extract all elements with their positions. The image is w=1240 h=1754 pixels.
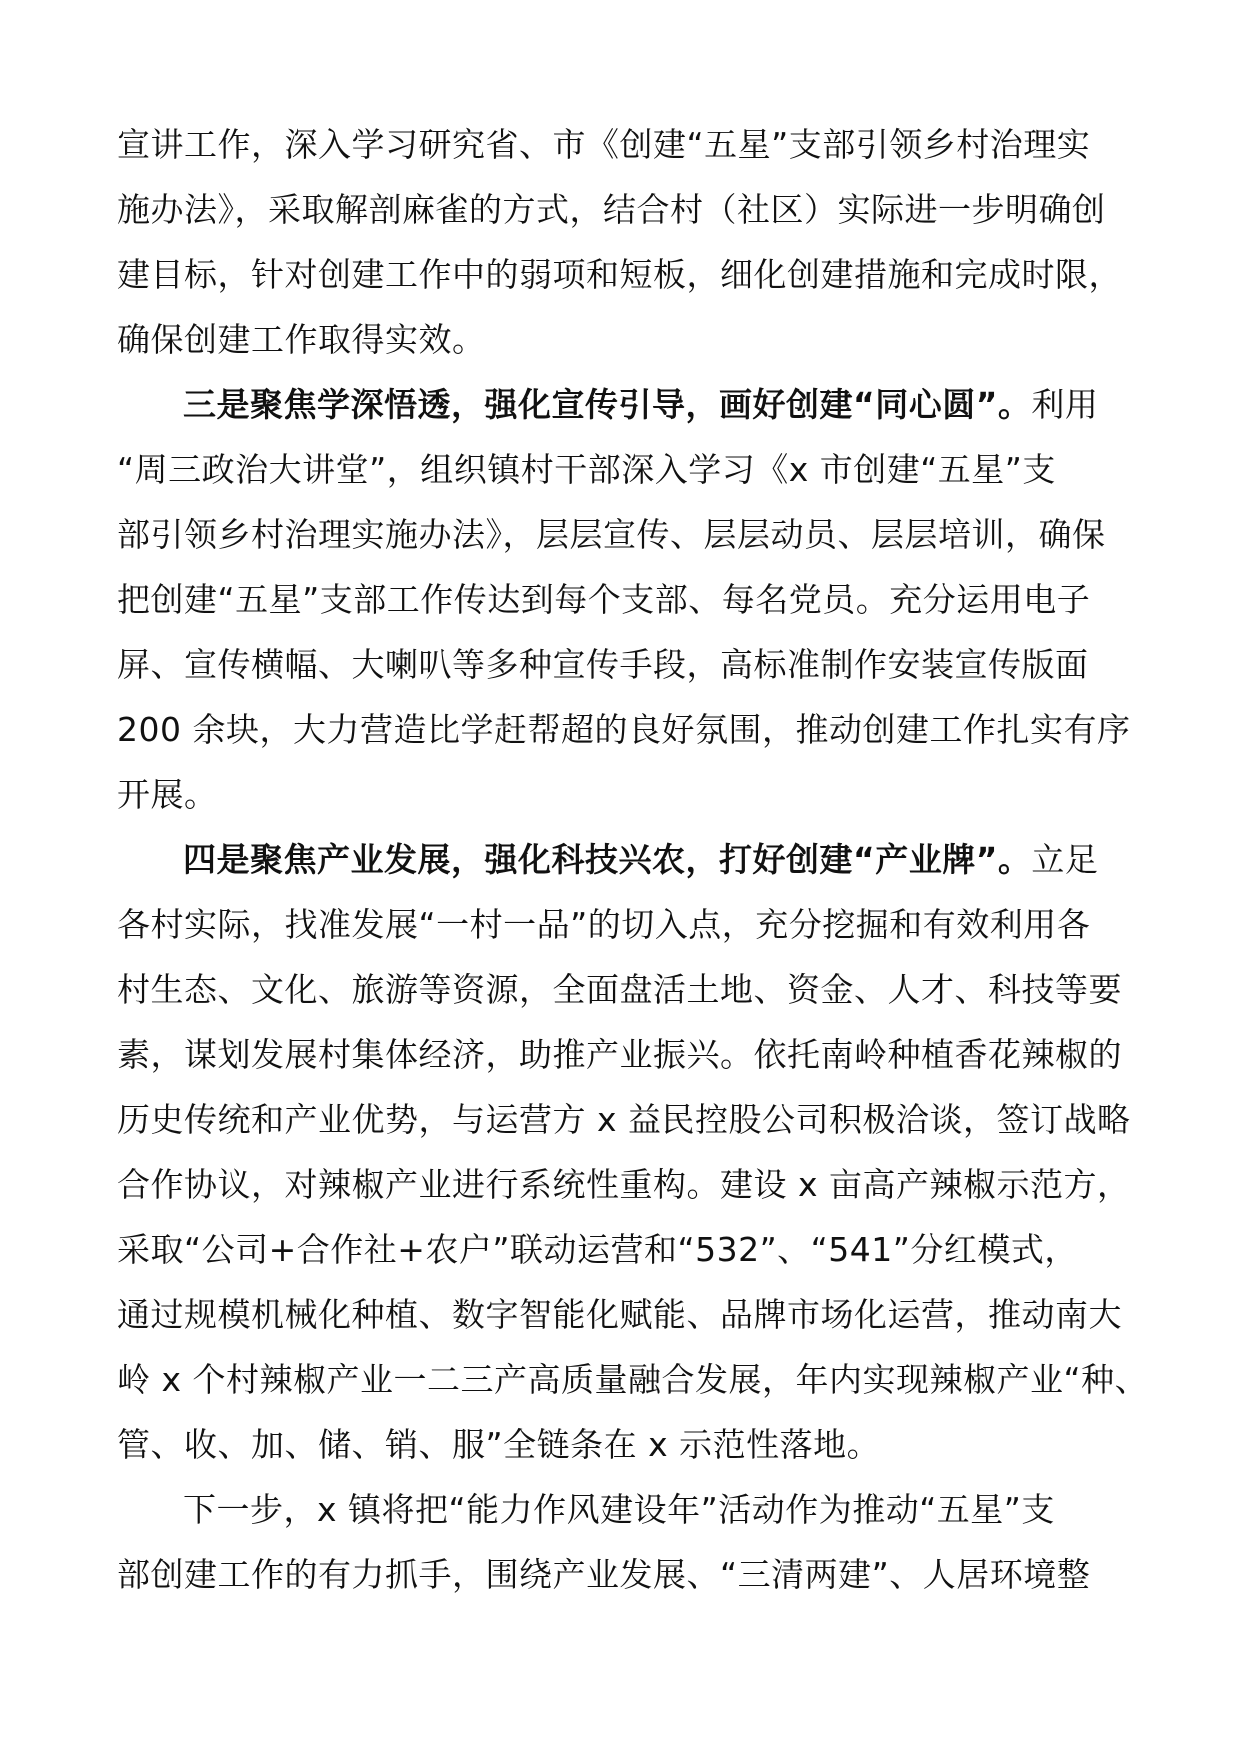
text-line: 管、收、加、储、销、服”全链条在 x 示范性落地。 — [117, 1425, 881, 1464]
text-line: 合作协议，对辣椒产业进行系统性重构。建设 x 亩高产辣椒示范方， — [117, 1165, 1131, 1204]
text-line: 施办法》，采取解剖麻雀的方式，结合村（社区）实际进一步明确创 — [117, 190, 1106, 229]
text-line-first — [117, 827, 1127, 892]
text-line: 确保创建工作取得实效。 — [117, 320, 486, 359]
text-line: 部创建工作的有力抓手，围绕产业发展、“三清两建”、人居环境整 — [117, 1555, 1091, 1594]
text-run: 立足 — [1031, 840, 1099, 879]
text-line: 采取“公司+合作社+农户”联动运营和“532”、“541”分红模式， — [117, 1230, 1078, 1269]
text-line: 建目标，针对创建工作中的弱项和短板，细化创建措施和完成时限， — [117, 255, 1122, 294]
text-line: 素，谋划发展村集体经济，助推产业振兴。依托南岭种植香花辣椒的 — [117, 1035, 1122, 1074]
text-run: 利用 — [1031, 385, 1099, 424]
text-line: 部引领乡村治理实施办法》，层层宣传、层层动员、层层培训，确保 — [117, 515, 1106, 554]
text-line: 通过规模机械化种植、数字智能化赋能、品牌市场化运营，推动南大 — [117, 1295, 1122, 1334]
paragraph-3 — [117, 827, 1149, 1477]
text-line-first — [117, 372, 1127, 437]
document-body — [117, 112, 1149, 1607]
text-line: “周三政治大讲堂”，组织镇村干部深入学习《x 市创建“五星”支 — [117, 450, 1056, 489]
paragraph-heading: 四是聚焦产业发展，强化科技兴农，打好创建“产业牌”。 — [183, 840, 1032, 879]
paragraph-heading: 三是聚焦学深悟透，强化宣传引导，画好创建“同心圆”。 — [183, 385, 1032, 424]
text-line: 屏、宣传横幅、大喇叭等多种宣传手段，高标准制作安装宣传版面 — [117, 645, 1089, 684]
text-line: 把创建“五星”支部工作传达到每个支部、每名党员。充分运用电子 — [117, 580, 1091, 619]
text-line: 开展。 — [117, 775, 218, 814]
text-line-first: 下一步，x 镇将把“能力作风建设年”活动作为推动“五星”支 — [183, 1490, 1055, 1529]
paragraph-2 — [117, 372, 1131, 827]
text-line: 村生态、文化、旅游等资源，全面盘活土地、资金、人才、科技等要 — [117, 970, 1122, 1009]
text-line: 各村实际，找准发展“一村一品”的切入点，充分挖掘和有效利用各 — [117, 905, 1091, 944]
text-line: 200 余块，大力营造比学赶帮超的良好氛围，推动创建工作扎实有序 — [117, 710, 1131, 749]
text-line: 宣讲工作，深入学习研究省、市《创建“五星”支部引领乡村治理实 — [117, 125, 1091, 164]
text-line: 岭 x 个村辣椒产业一二三产高质量融合发展，年内实现辣椒产业“种、 — [117, 1360, 1149, 1399]
paragraph-1 — [117, 112, 1127, 372]
text-line: 历史传统和产业优势，与运营方 x 益民控股公司积极洽谈，签订战略 — [117, 1100, 1131, 1139]
paragraph-4 — [117, 1477, 1127, 1607]
